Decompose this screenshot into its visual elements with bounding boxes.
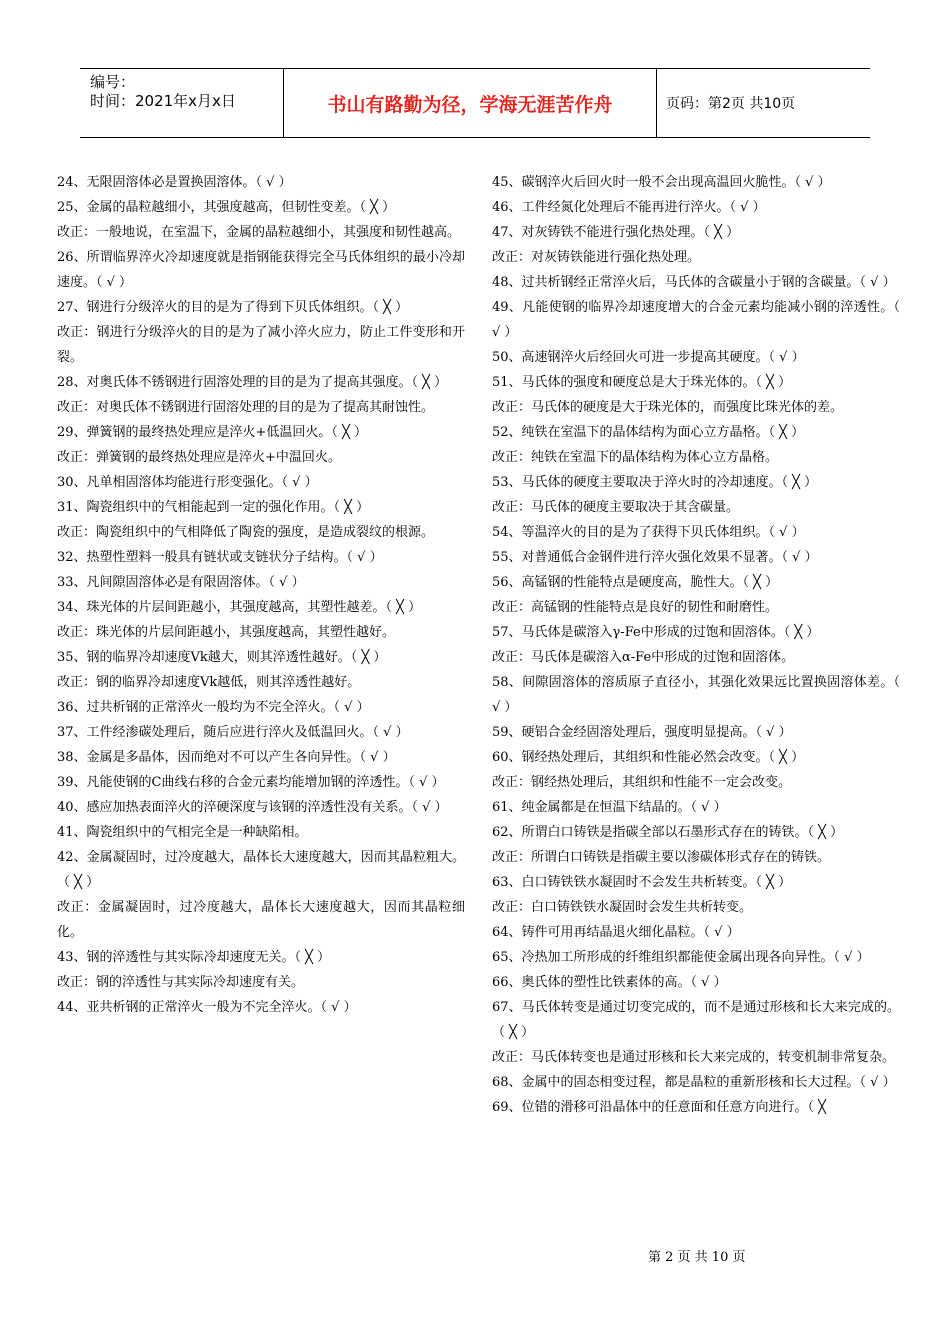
- correction-line: 改正：马氏体的硬度是大于珠光体的，而强度比珠光体的差。: [492, 400, 844, 415]
- question-line: 50、高速钢淬火后经回火可进一步提高其硬度。（ √ ）: [492, 350, 805, 365]
- question-line: 30、凡单相固溶体均能进行形变强化。（ √ ）: [57, 475, 318, 490]
- question-line: 60、钢经热处理后，其组织和性能必然会改变。（ ╳ ）: [492, 750, 805, 765]
- question-line: 56、高锰钢的性能特点是硬度高，脆性大。（ ╳ ）: [492, 575, 779, 590]
- question-line: 59、硬铝合金经固溶处理后，强度明显提高。（ √ ）: [492, 725, 792, 740]
- correction-line: 改正：马氏体的硬度主要取决于其含碳量。: [492, 500, 740, 515]
- correction-line: 改正：所谓白口铸铁是指碳主要以渗碳体形式存在的铸铁。: [492, 850, 831, 865]
- question-line: 55、对普通低合金钢件进行淬火强化效果不显著。（ √ ）: [492, 550, 818, 565]
- header-divider: [656, 69, 657, 137]
- question-line: 68、金属中的固态相变过程，都是晶粒的重新形核和长大过程。（ √ ）: [492, 1075, 896, 1090]
- question-line: 42、金属凝固时，过冷度越大，晶体长大速度越大，因而其晶粒粗大。（ ╳ ）: [57, 850, 465, 890]
- question-line: 61、纯金属都是在恒温下结晶的。（ √ ）: [492, 800, 727, 815]
- question-line: 67、马氏体转变是通过切变完成的，而不是通过形核和长大来完成的。（ ╳ ）: [492, 1000, 900, 1040]
- question-line: 51、马氏体的强度和硬度总是大于珠光体的。（ ╳ ）: [492, 375, 792, 390]
- correction-line: 改正：钢的临界冷却速度Vk越低，则其淬透性越好。: [57, 675, 361, 690]
- question-line: 66、奥氏体的塑性比铁素体的高。（ √ ）: [492, 975, 727, 990]
- number-label: 编号：: [90, 73, 136, 91]
- question-line: 46、工件经氮化处理后不能再进行淬火。（ √ ）: [492, 200, 766, 215]
- question-line: 26、所谓临界淬火冷却速度就是指钢能获得完全马氏体组织的最小冷却速度。（ √ ）: [57, 250, 465, 290]
- question-line: 62、所谓白口铸铁是指碳全部以石墨形式存在的铸铁。（ ╳ ）: [492, 825, 844, 840]
- correction-line: 改正：对奥氏体不锈钢进行固溶处理的目的是为了提高其耐蚀性。: [57, 400, 435, 415]
- question-line: 40、感应加热表面淬火的淬硬深度与该钢的淬透性没有关系。（ √ ）: [57, 800, 448, 815]
- question-line: 34、珠光体的片层间距越小，其强度越高，其塑性越差。（ ╳ ）: [57, 600, 422, 615]
- correction-line: 改正：钢经热处理后，其组织和性能不一定会改变。: [492, 775, 792, 790]
- question-line: 63、白口铸铁铁水凝固时不会发生共析转变。（ ╳ ）: [492, 875, 792, 890]
- correction-line: 改正：弹簧钢的最终热处理应是淬火+中温回火。: [57, 450, 341, 465]
- question-line: 44、亚共析钢的正常淬火一般为不完全淬火。（ √ ）: [57, 1000, 357, 1015]
- correction-line: 改正：高锰钢的性能特点是良好的韧性和耐磨性。: [492, 600, 779, 615]
- correction-line: 改正：珠光体的片层间距越小，其强度越高，其塑性越好。: [57, 625, 396, 640]
- left-column: [57, 170, 465, 1020]
- question-line: 31、陶瓷组织中的气相能起到一定的强化作用。（ ╳ ）: [57, 500, 370, 515]
- question-line: 69、位错的滑移可沿晶体中的任意面和任意方向进行。（ ╳: [492, 1100, 827, 1115]
- question-line: 38、金属是多晶体，因而绝对不可以产生各向异性。（ √ ）: [57, 750, 396, 765]
- question-line: 57、马氏体是碳溶入γ-Fe中形成的过饱和固溶体。（ ╳ ）: [492, 625, 820, 640]
- question-line: 41、陶瓷组织中的气相完全是一种缺陷相。: [57, 825, 308, 840]
- correction-line: 改正：陶瓷组织中的气相降低了陶瓷的强度，是造成裂纹的根源。: [57, 525, 435, 540]
- correction-line: 改正：一般地说，在室温下，金属的晶粒越细小，其强度和韧性越高。: [57, 225, 461, 240]
- correction-line: 改正：钢的淬透性与其实际冷却速度有关。: [57, 975, 305, 990]
- correction-line: 改正：对灰铸铁能进行强化热处理。: [492, 250, 701, 265]
- correction-line: 改正：白口铸铁铁水凝固时会发生共析转变。: [492, 900, 753, 915]
- question-line: 53、马氏体的硬度主要取决于淬火时的冷却速度。（ ╳ ）: [492, 475, 818, 490]
- correction-line: 改正：纯铁在室温下的晶体结构为体心立方晶格。: [492, 450, 779, 465]
- question-line: 25、金属的晶粒越细小，其强度越高，但韧性变差。（ ╳ ）: [57, 200, 396, 215]
- header-meta: [90, 73, 236, 111]
- question-line: 58、间隙固溶体的溶质原子直径小，其强化效果远比置换固溶体差。（ √ ）: [492, 675, 900, 715]
- document-header: [80, 68, 870, 138]
- page-footer: 第 2 页 共 10 页: [648, 1250, 746, 1265]
- correction-line: 改正：马氏体转变也是通过形核和长大来完成的，转变机制非常复杂。: [492, 1050, 896, 1065]
- right-column: [492, 170, 900, 1120]
- question-line: 43、钢的淬透性与其实际冷却速度无关。（ ╳ ）: [57, 950, 331, 965]
- question-line: 35、钢的临界冷却速度Vk越大，则其淬透性越好。（ ╳ ）: [57, 650, 387, 665]
- question-line: 37、工件经渗碳处理后，随后应进行淬火及低温回火。（ √ ）: [57, 725, 409, 740]
- question-line: 65、冷热加工所形成的纤维组织都能使金属出现各向异性。（ √ ）: [492, 950, 870, 965]
- question-line: 28、对奥氏体不锈钢进行固溶处理的目的是为了提高其强度。（ ╳ ）: [57, 375, 448, 390]
- question-line: 33、凡间隙固溶体必是有限固溶体。（ √ ）: [57, 575, 305, 590]
- question-line: 29、弹簧钢的最终热处理应是淬火+低温回火。（ ╳ ）: [57, 425, 368, 440]
- question-line: 52、纯铁在室温下的晶体结构为面心立方晶格。（ ╳ ）: [492, 425, 805, 440]
- correction-line: 改正：金属凝固时，过冷度越大，晶体长大速度越大，因而其晶粒细化。: [57, 900, 465, 940]
- question-line: 49、凡能使钢的临界冷却速度增大的合金元素均能减小钢的淬透性。（ √ ）: [492, 300, 900, 340]
- correction-line: 改正：钢进行分级淬火的目的是为了减小淬火应力，防止工件变形和开裂。: [57, 325, 465, 365]
- question-line: 48、过共析钢经正常淬火后，马氏体的含碳量小于钢的含碳量。（ √ ）: [492, 275, 896, 290]
- question-line: 24、无限固溶体必是置换固溶体。（ √ ）: [57, 175, 292, 190]
- question-line: 45、碳钢淬火后回火时一般不会出现高温回火脆性。（ √ ）: [492, 175, 831, 190]
- question-line: 32、热塑性塑料一般具有链状或支链状分子结构。（ √ ）: [57, 550, 383, 565]
- question-line: 47、对灰铸铁不能进行强化热处理。（ ╳ ）: [492, 225, 740, 240]
- correction-line: 改正：马氏体是碳溶入α-Fe中形成的过饱和固溶体。: [492, 650, 795, 665]
- question-line: 39、凡能使钢的C曲线右移的合金元素均能增加钢的淬透性。（ √ ）: [57, 775, 445, 790]
- question-line: 36、过共析钢的正常淬火一般均为不完全淬火。（ √ ）: [57, 700, 370, 715]
- question-line: 64、铸件可用再结晶退火细化晶粒。（ √ ）: [492, 925, 740, 940]
- time-label: 时间：2021年x月x日: [90, 92, 236, 110]
- question-line: 54、等温淬火的目的是为了获得下贝氏体组织。（ √ ）: [492, 525, 805, 540]
- header-motto: 书山有路勤为径，学海无涯苦作舟: [327, 93, 613, 116]
- header-divider: [283, 69, 284, 137]
- header-page-info: 页码：第2页 共10页: [666, 96, 796, 112]
- question-line: 27、钢进行分级淬火的目的是为了得到下贝氏体组织。（ ╳ ）: [57, 300, 409, 315]
